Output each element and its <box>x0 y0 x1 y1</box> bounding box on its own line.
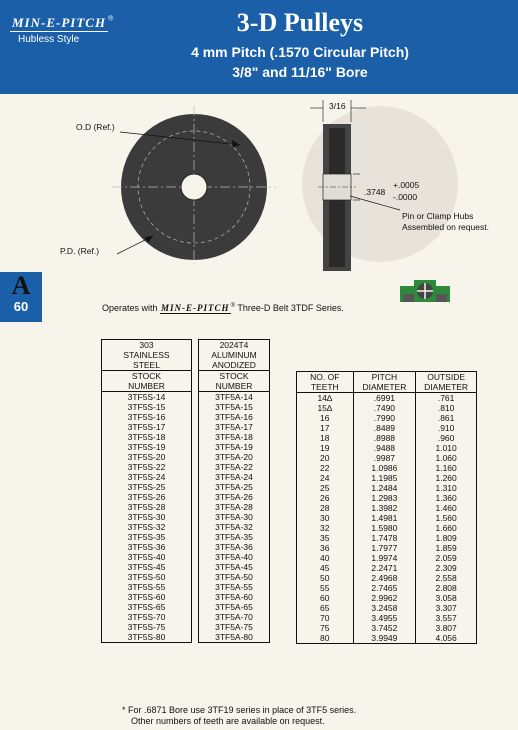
teeth-count: 26 <box>297 493 354 503</box>
pitch-diameter: 2.7465 <box>353 583 416 593</box>
outside-diameter: 2.059 <box>435 553 457 563</box>
table-row <box>297 463 477 473</box>
teeth-count: 36 <box>297 543 354 553</box>
outside-diameter: 1.060 <box>435 453 457 463</box>
od-label: O.D (Ref.) <box>76 122 115 132</box>
table-row <box>199 622 270 632</box>
stainless-stock-number: 3TF5S-70 <box>127 612 166 622</box>
table-row <box>297 433 477 443</box>
aluminum-stock-number: 3TF5A-30 <box>215 512 253 522</box>
stainless-stock-number: 3TF5S-75 <box>127 622 166 632</box>
outside-diameter: 1.160 <box>435 463 457 473</box>
stainless-stock-number: 3TF5S-40 <box>127 552 166 562</box>
pitch-diameter: 3.2458 <box>353 603 416 613</box>
table-row <box>297 573 477 583</box>
table-row <box>102 572 192 582</box>
stainless-stock-number: 3TF5S-55 <box>127 582 166 592</box>
stainless-group-line2: STAINLESS <box>123 350 170 360</box>
pitch-diameter: 1.2983 <box>353 493 416 503</box>
pitch-diameter: .7490 <box>353 403 416 413</box>
pitch-diameter: .8489 <box>353 423 416 433</box>
od-header-line2: DIAMETER <box>416 382 477 393</box>
teeth-count: 28 <box>297 503 354 513</box>
hub-note-line2: Assembled on request. <box>402 222 489 232</box>
aluminum-header-line2: NUMBER <box>199 381 270 392</box>
outside-diameter: 1.010 <box>435 443 457 453</box>
table-row <box>297 603 477 613</box>
aluminum-stock-number: 3TF5A-26 <box>215 492 253 502</box>
aluminum-stock-number: 3TF5A-19 <box>215 442 253 452</box>
table-row <box>199 432 270 442</box>
stainless-stock-number: 3TF5S-30 <box>127 512 166 522</box>
width-dimension: 3/16 <box>329 101 346 111</box>
aluminum-stock-number: 3TF5A-50 <box>215 572 253 582</box>
outside-diameter: 1.809 <box>435 533 457 543</box>
table-row <box>102 612 192 622</box>
pitch-diameter: 1.9974 <box>353 553 416 563</box>
table-row <box>102 492 192 502</box>
teeth-count: 65 <box>297 603 354 613</box>
aluminum-stock-number: 3TF5A-25 <box>215 482 253 492</box>
operates-prefix: Operates with <box>102 303 158 313</box>
table-row <box>102 432 192 442</box>
aluminum-stock-number: 3TF5A-35 <box>215 532 253 542</box>
teeth-header-line2: TEETH <box>297 382 354 393</box>
outside-diameter: .861 <box>437 413 455 423</box>
pitch-diameter: .9488 <box>353 443 416 453</box>
outside-diameter: .761 <box>437 393 455 403</box>
teeth-count: 18 <box>297 433 354 443</box>
stainless-stock-number: 3TF5S-24 <box>127 472 166 482</box>
table-row <box>102 482 192 492</box>
table-row <box>199 582 270 592</box>
brand-name: MIN-E-PITCH <box>12 15 107 30</box>
hub-note-line1: Pin or Clamp Hubs <box>402 211 474 221</box>
pitch-diameter: 3.4955 <box>353 613 416 623</box>
teeth-count: 32 <box>297 523 354 533</box>
pitch-diameter: 1.4981 <box>353 513 416 523</box>
stainless-group-line1: 303 <box>139 340 154 350</box>
pitch-diameter: 3.7452 <box>353 623 416 633</box>
aluminum-stock-number: 3TF5A-36 <box>215 542 253 552</box>
table-row <box>297 553 477 563</box>
tolerance-minus: -.0000 <box>393 192 418 202</box>
table-row <box>297 513 477 523</box>
outside-diameter: 1.360 <box>435 493 457 503</box>
pitch-diameter: 1.7977 <box>353 543 416 553</box>
teeth-count: 75 <box>297 623 354 633</box>
stainless-stock-number: 3TF5S-18 <box>127 432 166 442</box>
teeth-count: 20 <box>297 453 354 463</box>
teeth-count: 25 <box>297 483 354 493</box>
table-row <box>199 442 270 452</box>
aluminum-stock-number: 3TF5A-55 <box>215 582 253 592</box>
pitch-diameter: .7990 <box>353 413 416 423</box>
pitch-diameter: 2.4968 <box>353 573 416 583</box>
table-row <box>297 423 477 433</box>
table-row <box>297 563 477 573</box>
outside-diameter: 4.056 <box>435 633 457 643</box>
table-row <box>199 512 270 522</box>
pitch-diameter: 2.9962 <box>353 593 416 603</box>
table-row <box>199 602 270 612</box>
footnote-line2: Other numbers of teeth are available on request. <box>131 716 325 726</box>
table-row <box>199 572 270 582</box>
table-row <box>297 523 477 533</box>
stainless-header-line2: NUMBER <box>102 381 192 392</box>
pitch-diameter: 1.0986 <box>353 463 416 473</box>
table-row <box>297 453 477 463</box>
table-row <box>102 542 192 552</box>
outside-diameter: 2.808 <box>435 583 457 593</box>
table-row <box>199 492 270 502</box>
aluminum-rows <box>199 392 270 643</box>
table-row <box>102 562 192 572</box>
table-row <box>297 613 477 623</box>
page-title: 3-D Pulleys <box>236 8 364 37</box>
table-row <box>199 412 270 422</box>
teeth-header-line1: NO. OF <box>297 372 354 383</box>
specs-rows <box>297 393 477 644</box>
aluminum-stock-number: 3TF5A-17 <box>215 422 253 432</box>
table-row <box>297 443 477 453</box>
specs-table <box>296 371 477 644</box>
aluminum-stock-number: 3TF5A-14 <box>215 392 253 402</box>
teeth-count: 17 <box>297 423 354 433</box>
pitch-diameter: .8988 <box>353 433 416 443</box>
table-row <box>297 493 477 503</box>
outside-diameter: 3.557 <box>435 613 457 623</box>
stainless-stock-number: 3TF5S-28 <box>127 502 166 512</box>
aluminum-stock-number: 3TF5A-75 <box>215 622 253 632</box>
brand-logo <box>10 14 113 45</box>
table-row <box>102 462 192 472</box>
outside-diameter: 1.460 <box>435 503 457 513</box>
teeth-count: 45 <box>297 563 354 573</box>
table-row <box>199 632 270 643</box>
teeth-count: 55 <box>297 583 354 593</box>
teeth-count: 16 <box>297 413 354 423</box>
aluminum-stock-number: 3TF5A-70 <box>215 612 253 622</box>
table-row <box>199 392 270 403</box>
stainless-stock-number: 3TF5S-14 <box>127 392 166 402</box>
teeth-count: 35 <box>297 533 354 543</box>
teeth-count: 50 <box>297 573 354 583</box>
table-row <box>102 632 192 643</box>
outside-diameter: .960 <box>437 433 455 443</box>
stainless-stock-number: 3TF5S-19 <box>127 442 166 452</box>
header-banner <box>0 0 518 94</box>
pitch-diameter: .9987 <box>353 453 416 463</box>
pitch-header-line2: DIAMETER <box>353 382 416 393</box>
table-row <box>297 623 477 633</box>
pitch-diameter: 1.5980 <box>353 523 416 533</box>
bore-dimension: .3748 <box>364 187 386 197</box>
stainless-header-line1: STOCK <box>131 371 162 381</box>
table-row <box>102 622 192 632</box>
pitch-diameter: 1.3982 <box>353 503 416 513</box>
teeth-count: 19 <box>297 443 354 453</box>
aluminum-group-line1: 2024T4 <box>219 340 249 350</box>
table-row <box>297 473 477 483</box>
outside-diameter: .910 <box>437 423 455 433</box>
stainless-stock-number: 3TF5S-60 <box>127 592 166 602</box>
stainless-stock-number: 3TF5S-17 <box>127 422 166 432</box>
outside-diameter: 3.307 <box>435 603 457 613</box>
pd-label: P.D. (Ref.) <box>60 246 100 256</box>
aluminum-stock-number: 3TF5A-28 <box>215 502 253 512</box>
table-row <box>102 442 192 452</box>
teeth-count: 60 <box>297 593 354 603</box>
table-row <box>199 592 270 602</box>
aluminum-group-line2: ALUMINUM <box>211 350 257 360</box>
table-row <box>297 503 477 513</box>
table-row <box>102 532 192 542</box>
table-row <box>199 552 270 562</box>
brand-subtitle: Hubless Style <box>18 34 80 45</box>
operates-brand: MIN-E-PITCH <box>161 303 230 313</box>
stainless-stock-number: 3TF5S-20 <box>127 452 166 462</box>
teeth-count: 40 <box>297 553 354 563</box>
table-row <box>102 412 192 422</box>
outside-diameter: 3.807 <box>435 623 457 633</box>
teeth-count: 22 <box>297 463 354 473</box>
pitch-diameter: 1.2484 <box>353 483 416 493</box>
table-row <box>102 592 192 602</box>
table-row <box>199 502 270 512</box>
table-row <box>199 532 270 542</box>
stainless-stock-number: 3TF5S-25 <box>127 482 166 492</box>
table-row <box>199 472 270 482</box>
stainless-stock-number: 3TF5S-45 <box>127 562 166 572</box>
aluminum-stock-number: 3TF5A-18 <box>215 432 253 442</box>
stainless-steel-table <box>101 339 192 643</box>
stainless-stock-number: 3TF5S-35 <box>127 532 166 542</box>
teeth-count: 80 <box>297 633 354 644</box>
page-subtitle-pitch: 4 mm Pitch (.1570 Circular Pitch) <box>191 44 409 60</box>
od-header-line1: OUTSIDE <box>427 372 466 382</box>
operates-suffix: Three-D Belt 3TDF Series. <box>237 303 344 313</box>
stainless-stock-number: 3TF5S-50 <box>127 572 166 582</box>
pitch-diameter: 1.1985 <box>353 473 416 483</box>
table-row <box>297 543 477 553</box>
table-row <box>102 512 192 522</box>
pitch-diameter: .6991 <box>353 393 416 404</box>
aluminum-stock-number: 3TF5A-20 <box>215 452 253 462</box>
stainless-group-line3: STEEL <box>102 360 192 371</box>
table-row <box>297 393 477 404</box>
tolerance-plus: +.0005 <box>393 180 420 190</box>
table-row <box>297 533 477 543</box>
table-row <box>297 633 477 644</box>
stainless-stock-number: 3TF5S-65 <box>127 602 166 612</box>
table-row <box>199 452 270 462</box>
aluminum-stock-number: 3TF5A-40 <box>215 552 253 562</box>
table-row <box>199 462 270 472</box>
table-row <box>102 402 192 412</box>
table-row <box>102 472 192 482</box>
operates-registered-mark: ® <box>230 303 235 309</box>
stainless-stock-number: 3TF5S-22 <box>127 462 166 472</box>
footnote <box>122 705 356 727</box>
outside-diameter: 1.660 <box>435 523 457 533</box>
table-row <box>102 582 192 592</box>
aluminum-header-line1: STOCK <box>219 371 249 381</box>
outside-diameter: .810 <box>437 403 455 413</box>
table-row <box>102 552 192 562</box>
pitch-diameter: 1.7478 <box>353 533 416 543</box>
stainless-stock-number: 3TF5S-36 <box>127 542 166 552</box>
table-row <box>102 452 192 462</box>
outside-diameter: 3.058 <box>435 593 457 603</box>
section-letter: A <box>11 271 31 300</box>
table-row <box>297 583 477 593</box>
table-row <box>102 392 192 403</box>
stainless-rows <box>102 392 192 643</box>
teeth-count: 70 <box>297 613 354 623</box>
stainless-stock-number: 3TF5S-26 <box>127 492 166 502</box>
table-row <box>199 522 270 532</box>
table-row <box>199 542 270 552</box>
stainless-stock-number: 3TF5S-32 <box>127 522 166 532</box>
aluminum-group-line3: ANODIZED <box>199 360 270 371</box>
teeth-count: 15∆ <box>297 403 354 413</box>
pitch-header-line1: PITCH <box>353 372 416 383</box>
aluminum-stock-number: 3TF5A-80 <box>215 632 253 642</box>
table-row <box>297 483 477 493</box>
pitch-diameter: 2.2471 <box>353 563 416 573</box>
aluminum-stock-number: 3TF5A-24 <box>215 472 253 482</box>
page-number: 60 <box>13 299 29 314</box>
table-row <box>199 422 270 432</box>
outside-diameter: 1.310 <box>435 483 457 493</box>
table-row <box>199 612 270 622</box>
teeth-count: 24 <box>297 473 354 483</box>
outside-diameter: 1.560 <box>435 513 457 523</box>
aluminum-stock-number: 3TF5A-65 <box>215 602 253 612</box>
aluminum-stock-number: 3TF5A-45 <box>215 562 253 572</box>
outside-diameter: 2.309 <box>435 563 457 573</box>
table-row <box>102 422 192 432</box>
outside-diameter: 1.859 <box>435 543 457 553</box>
aluminum-table <box>198 339 270 643</box>
outside-diameter: 1.260 <box>435 473 457 483</box>
stainless-stock-number: 3TF5S-80 <box>127 632 166 642</box>
teeth-count: 30 <box>297 513 354 523</box>
table-row <box>199 402 270 412</box>
aluminum-stock-number: 3TF5A-22 <box>215 462 253 472</box>
table-row <box>102 522 192 532</box>
page-subtitle-bore: 3/8" and 11/16" Bore <box>232 64 368 80</box>
table-row <box>102 502 192 512</box>
table-row <box>297 593 477 603</box>
registered-mark: ® <box>108 15 114 23</box>
table-row <box>297 413 477 423</box>
aluminum-stock-number: 3TF5A-32 <box>215 522 253 532</box>
stainless-stock-number: 3TF5S-15 <box>127 402 166 412</box>
teeth-count: 14∆ <box>297 393 354 404</box>
table-row <box>297 403 477 413</box>
operates-with-note <box>102 303 344 313</box>
table-row <box>199 562 270 572</box>
stainless-stock-number: 3TF5S-16 <box>127 412 166 422</box>
aluminum-stock-number: 3TF5A-60 <box>215 592 253 602</box>
aluminum-stock-number: 3TF5A-15 <box>215 402 253 412</box>
table-row <box>199 482 270 492</box>
aluminum-stock-number: 3TF5A-16 <box>215 412 253 422</box>
pitch-diameter: 3.9949 <box>353 633 416 644</box>
outside-diameter: 2.558 <box>435 573 457 583</box>
footnote-line1: * For .6871 Bore use 3TF19 series in place of 3TF5 series. <box>122 705 357 715</box>
bore-hole <box>181 174 207 200</box>
table-row <box>102 602 192 612</box>
